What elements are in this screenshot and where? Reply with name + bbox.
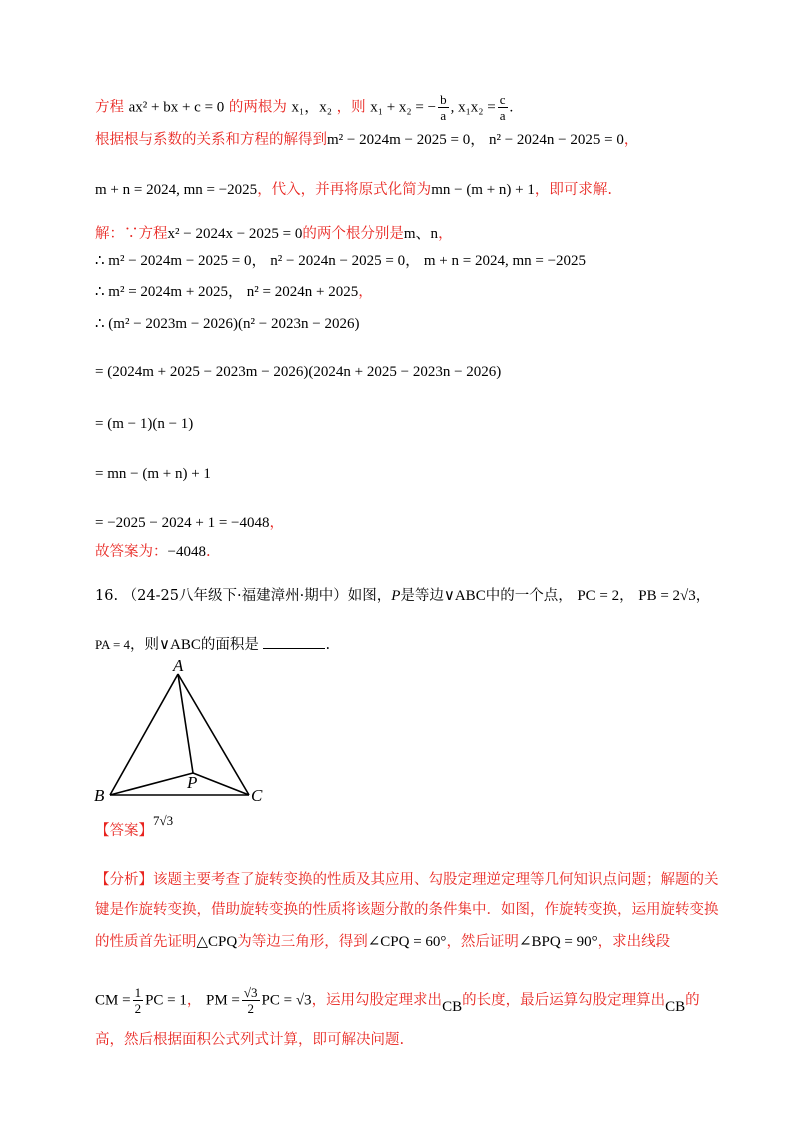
given-pa: PA = 4 xyxy=(95,637,131,652)
given-pb: PB = 2√3 xyxy=(638,588,696,604)
numerator: 1 xyxy=(134,985,142,1000)
equation: ∴ m² − 2024m − 2025 = 0， n² − 2024n − 2025 = 0， m + n = 2024, mn = −2025 xyxy=(95,253,587,269)
equation: CM = xyxy=(95,992,131,1009)
segment-pb xyxy=(110,773,193,795)
text: ， xyxy=(623,132,639,148)
point-p: P xyxy=(391,588,401,604)
solution-line-10 xyxy=(95,464,211,484)
text: 为等边三角形，得到 xyxy=(237,934,368,950)
text: ， xyxy=(438,226,453,242)
label-p: P xyxy=(187,773,198,792)
equation: = mn − (m + n) + 1 xyxy=(95,466,211,482)
text: 的性质首先证明 xyxy=(95,934,197,950)
answer-line xyxy=(95,813,174,841)
denominator: 2 xyxy=(134,1001,142,1016)
numerator: b xyxy=(440,92,447,107)
numerator: √3 xyxy=(243,985,258,1000)
solution-line-1 xyxy=(95,92,513,123)
text: 键是作旋转变换，借助旋转变换的性质将该题分散的条件集中．如图，作旋转变换，运用旋转变换 xyxy=(95,902,719,918)
fraction-one-half xyxy=(133,985,144,1016)
solution-line-2 xyxy=(95,130,638,150)
text: . xyxy=(205,544,211,560)
solution-line-8 xyxy=(95,362,501,382)
denominator: 2 xyxy=(247,1001,254,1016)
text: 高，然后根据面积公式列式计算，即可解决问题. xyxy=(95,1032,405,1048)
solution-line-7 xyxy=(95,314,359,334)
text: 的 xyxy=(685,992,700,1009)
equation: ax² + bx + c = 0 xyxy=(128,99,225,116)
text: 如图， xyxy=(347,588,392,604)
answer-tag: 【答案】 xyxy=(95,823,153,839)
segment-cb: CB xyxy=(442,998,463,1015)
equation: = (m − 1)(n − 1) xyxy=(95,416,194,432)
analysis-line-3 xyxy=(95,932,670,952)
solution-line-3 xyxy=(95,180,612,200)
analysis-line-4 xyxy=(95,985,700,1016)
equation: ∴ (m² − 2023m − 2026)(n² − 2023n − 2026) xyxy=(95,316,360,332)
period: . xyxy=(509,99,514,116)
numerator: c xyxy=(499,92,506,107)
equation: = −2025 − 2024 + 1 = −4048 xyxy=(95,515,270,531)
segment-pa xyxy=(178,674,193,773)
solution-line-9 xyxy=(95,414,193,434)
vieta-product: , x₁x₂ = xyxy=(450,99,496,116)
text: ，则 xyxy=(130,637,160,653)
text: 中的一个点， xyxy=(485,588,573,604)
text: ，然后证明 xyxy=(446,934,519,950)
text: 解：∵方程 xyxy=(95,226,168,242)
label-c: C xyxy=(251,786,263,805)
text: ，则 xyxy=(336,99,366,116)
fraction-root3-half xyxy=(242,985,260,1016)
roots: m、n xyxy=(403,226,439,242)
text: ， xyxy=(695,588,711,604)
edge-ab xyxy=(110,674,178,795)
text: ，求出线段 xyxy=(597,934,671,950)
equation: mn − (m + n) + 1 xyxy=(431,182,535,198)
segment-pc xyxy=(193,773,249,795)
text: 该题主要考查了旋转变换的性质及其应用、勾股定理逆定理等几何知识点问题；解题的关 xyxy=(153,872,719,888)
fraction-c-over-a xyxy=(498,92,508,123)
equation: ∴ m² = 2024m + 2025， n² = 2024n + 2025 xyxy=(95,284,359,300)
text: 方程 xyxy=(95,99,124,116)
roots: x₁，x₂ xyxy=(291,99,332,116)
answer-value: 7√3 xyxy=(153,813,174,828)
label-b: B xyxy=(94,786,105,805)
text: 的两个根分别是 xyxy=(302,226,404,242)
angle-cpq: ∠CPQ = 60° xyxy=(367,934,447,950)
equation: m + n = 2024, mn = −2025 xyxy=(95,182,258,198)
text: ， xyxy=(186,992,202,1009)
question-number: 16. xyxy=(95,588,119,604)
equation: PC = 1 xyxy=(145,992,187,1009)
equation: m² − 2024m − 2025 = 0， n² − 2024n − 2025 = 0 xyxy=(327,132,624,148)
denominator: a xyxy=(440,108,447,123)
solution-line-6 xyxy=(95,282,373,302)
triangle-abc: ∨ABC xyxy=(443,588,486,604)
fraction-b-over-a xyxy=(438,92,449,123)
text: 的两根为 xyxy=(228,99,287,116)
answer-value: −4048 xyxy=(167,544,206,560)
analysis-tag: 【分析】 xyxy=(95,872,153,888)
text: ， xyxy=(269,515,285,531)
text: ， xyxy=(358,284,373,300)
question-source: （24-25八年级下·福建漳州·期中） xyxy=(122,588,348,604)
text: ，代入，并再将原式化简为 xyxy=(257,182,432,198)
question-16-line-2 xyxy=(95,634,330,655)
triangle-abc: ∨ABC xyxy=(159,637,201,653)
analysis-line-1 xyxy=(95,870,719,890)
denominator: a xyxy=(499,108,506,123)
label-a: A xyxy=(173,658,184,675)
text: . xyxy=(325,637,331,653)
equation: = (2024m + 2025 − 2023m − 2026)(2024n + 2025 − 2023n − 2026) xyxy=(95,364,502,380)
solution-line-11 xyxy=(95,513,284,533)
question-16-line-1 xyxy=(95,586,710,606)
vieta-sum: x₁ + x₂ = − xyxy=(370,99,437,116)
equation: PC = √3 xyxy=(261,992,312,1009)
text: 是等边 xyxy=(400,588,444,604)
equation: x² − 2024x − 2025 = 0 xyxy=(167,226,303,242)
triangle-figure xyxy=(92,658,292,813)
analysis-line-2 xyxy=(95,900,719,920)
text: 的面积是 xyxy=(200,637,259,653)
analysis-line-5 xyxy=(95,1030,404,1050)
text: 故答案为： xyxy=(95,544,168,560)
text: ，即可求解. xyxy=(534,182,613,198)
angle-bpq: ∠BPQ = 90° xyxy=(518,934,598,950)
text: ，运用勾股定理求出 xyxy=(311,992,443,1009)
solution-line-5 xyxy=(95,251,586,271)
answer-blank[interactable] xyxy=(263,634,325,649)
text: 的长度，最后运算勾股定理算出 xyxy=(462,992,666,1009)
triangle-cpq: △CPQ xyxy=(196,934,238,950)
segment-cb: CB xyxy=(665,998,686,1015)
text: ， xyxy=(619,588,634,604)
equation: PM = xyxy=(205,992,240,1009)
solution-line-4 xyxy=(95,224,453,244)
given-pc: PC = 2 xyxy=(577,588,620,604)
solution-line-12 xyxy=(95,542,211,562)
text: 根据根与系数的关系和方程的解得到 xyxy=(95,132,327,148)
